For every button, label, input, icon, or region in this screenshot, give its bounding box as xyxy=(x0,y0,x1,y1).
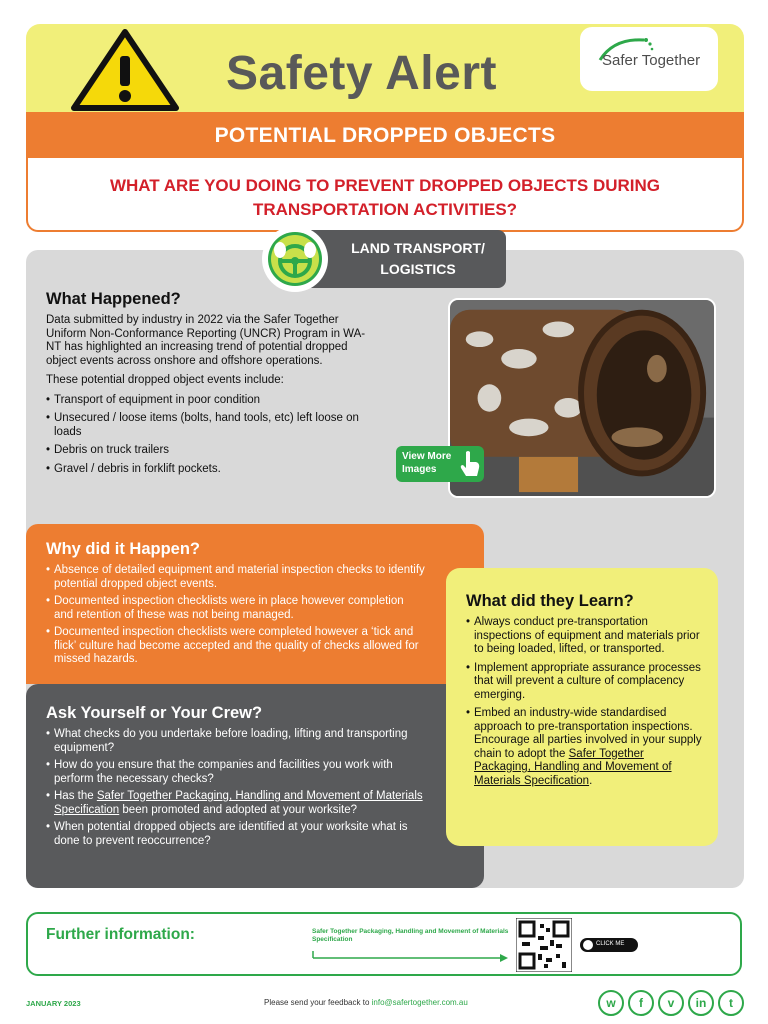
feedback-text: Please send your feedback to xyxy=(264,998,372,1007)
specification-link[interactable]: Safer Together Packaging, Handling and Movement of Materials Specification xyxy=(474,747,672,787)
list-item xyxy=(46,790,426,817)
incident-photo[interactable] xyxy=(448,298,716,498)
ask-item3-suffix: been promoted and adopted at your worksite? xyxy=(119,803,358,816)
warning-triangle-icon xyxy=(70,28,180,112)
category-line-2: LOGISTICS xyxy=(380,261,456,277)
qr-code-icon[interactable] xyxy=(516,918,572,972)
what-happened-body xyxy=(46,314,376,481)
list-item: • Documented inspection checklists were in place however completion and retention of these was not being managed. xyxy=(46,595,426,622)
feedback-email-link[interactable]: info@safertogether.com.au xyxy=(371,998,468,1007)
view-more-images-label[interactable]: View More Images xyxy=(402,451,452,475)
list-item: • Unsecured / loose items (bolts, hand tools, etc) left loose on loads xyxy=(46,412,376,439)
linkedin-icon[interactable]: in xyxy=(688,990,714,1016)
facebook-icon[interactable]: f xyxy=(628,990,654,1016)
list-item: • When potential dropped objects are identified at your worksite what is done to prevent reoccurrence? xyxy=(46,821,426,848)
list-item: • Implement appropriate assurance processes that will prevent a culture of complacency emerging. xyxy=(466,662,702,703)
category-line-1: LAND TRANSPORT/ xyxy=(351,240,485,256)
what-happened-list xyxy=(46,394,376,477)
vimeo-icon[interactable]: v xyxy=(658,990,684,1016)
list-item: • Always conduct pre-transportation inspections of equipment and materials prior to being loaded, lifted, or transported. xyxy=(466,616,702,657)
list-item: • Documented inspection checklists were completed however a ‘tick and flick’ culture had become accepted and the quality of checks allowed for missed hazards. xyxy=(46,626,426,667)
why-list xyxy=(46,564,426,671)
footer-feedback xyxy=(264,998,468,1007)
further-info-link[interactable]: Safer Together Packaging, Handling and Movement of Materials Specification xyxy=(312,928,509,943)
list-item: • Debris on truck trailers xyxy=(46,444,376,458)
further-info-heading: Further information: xyxy=(46,926,195,943)
what-happened-paragraph: Data submitted by industry in 2022 via the Safer Together Uniform Non-Conformance Reporting (UNCR) Program in WA-NT has highlighted an increasing trend of potential dropped object events across onshore and offshore operations. xyxy=(46,314,366,367)
list-item: • Transport of equipment in poor condition xyxy=(46,394,376,408)
list-item: • What checks do you undertake before loading, lifting and transporting equipment? xyxy=(46,728,426,755)
alert-question: WHAT ARE YOU DOING TO PREVENT DROPPED OBJECTS DURING TRANSPORTATION ACTIVITIES? xyxy=(109,176,661,219)
arrow-right-icon xyxy=(312,950,508,964)
click-me-label[interactable]: CLICK ME xyxy=(596,941,625,947)
rusty-pipe-image xyxy=(450,300,714,496)
footer-date: JANUARY 2023 xyxy=(26,999,81,1008)
learn-list xyxy=(466,616,702,793)
pointing-hand-icon[interactable] xyxy=(458,450,482,478)
category-label xyxy=(326,238,510,280)
pointer-icon xyxy=(583,940,593,950)
what-happened-heading: What Happened? xyxy=(46,290,181,308)
logo-text: Safer Together xyxy=(602,52,701,69)
ask-heading: Ask Yourself or Your Crew? xyxy=(46,704,263,722)
page-title: Safety Alert xyxy=(226,47,497,100)
learn-item3-suffix: . xyxy=(589,774,593,787)
what-happened-intro: These potential dropped object events include: xyxy=(46,374,284,386)
list-item: • Gravel / debris in forklift pockets. xyxy=(46,463,376,477)
learn-item3-prefix: Embed an industry-wide standardised approach to pre-transportation inspections. Encourage all parties involved in your supply chain to adopt the xyxy=(474,707,702,760)
alert-subtitle: POTENTIAL DROPPED OBJECTS xyxy=(214,124,556,147)
twitter-icon[interactable]: t xyxy=(718,990,744,1016)
list-item: • Absence of detailed equipment and material inspection checks to identify potential dropped object events. xyxy=(46,564,426,591)
steering-wheel-icon xyxy=(266,230,324,288)
specification-link[interactable]: Safer Together Packaging, Handling and Movement of Materials Specification xyxy=(54,790,423,816)
ask-list xyxy=(46,728,426,852)
website-icon[interactable]: w xyxy=(598,990,624,1016)
list-item xyxy=(466,707,702,788)
learn-heading: What did they Learn? xyxy=(466,592,634,610)
why-heading: Why did it Happen? xyxy=(46,540,200,558)
list-item: • How do you ensure that the companies and facilities you work with perform the necessary checks? xyxy=(46,759,426,786)
ask-item3-prefix: Has the xyxy=(54,790,97,802)
